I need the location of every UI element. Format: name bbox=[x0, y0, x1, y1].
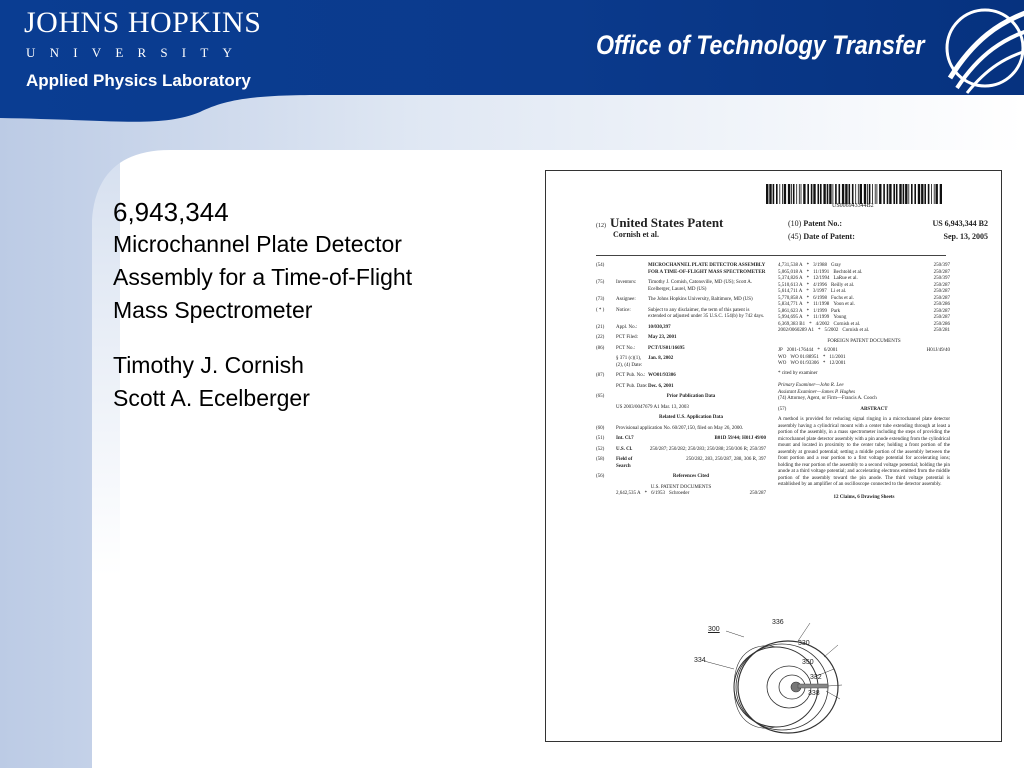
cite-name: Schroeder bbox=[668, 491, 690, 496]
intcl-label: Int. Cl.7 bbox=[616, 436, 634, 441]
drawing-label: 332 bbox=[810, 674, 822, 681]
field-code-spacer bbox=[596, 415, 616, 422]
related-heading-row bbox=[596, 415, 766, 422]
field-code: (22) bbox=[596, 335, 605, 340]
barcode-bar bbox=[788, 184, 790, 204]
inventor-name: Scott A. Ecelberger bbox=[113, 385, 310, 411]
prior-pub-row bbox=[596, 405, 766, 412]
patent-field-row bbox=[596, 297, 766, 304]
university-letter: Y bbox=[222, 45, 232, 60]
field-value: MICROCHANNEL PLATE DETECTOR ASSEMBLY FOR A TIME-OF-FLIGHT MASS SPECTROMETER bbox=[648, 263, 766, 275]
prior-pub-heading-row bbox=[596, 394, 766, 401]
patent-no-code: (10) bbox=[788, 219, 802, 228]
barcode-bar bbox=[855, 184, 856, 204]
barcode-bar bbox=[877, 184, 878, 204]
primary-examiner: Primary Examiner—John R. Lee bbox=[778, 383, 844, 388]
barcode-bar bbox=[791, 184, 792, 204]
cite-star: * bbox=[817, 348, 820, 353]
inventors-list bbox=[113, 349, 513, 415]
cite-star: * bbox=[806, 269, 810, 275]
cite-star: * bbox=[806, 263, 810, 268]
cite-date: 6/1998 bbox=[813, 295, 827, 301]
barcode-bar bbox=[875, 184, 876, 204]
barcode-bar bbox=[896, 184, 898, 204]
cite-class: 250/287 bbox=[933, 289, 950, 294]
intcl-value: B01D 59/44; H01J 49/00 bbox=[714, 436, 766, 441]
cite-date: 6/2001 bbox=[823, 348, 838, 353]
barcode-bar bbox=[852, 184, 854, 204]
cite-number: WO 01/88951 bbox=[790, 354, 819, 360]
field-code: (56) bbox=[596, 474, 605, 479]
cite-class: 250/287 bbox=[933, 295, 950, 301]
patent-document-image bbox=[545, 170, 1002, 742]
barcode-bar bbox=[842, 184, 844, 204]
barcode-bar bbox=[858, 184, 859, 204]
us-docs-heading: U.S. PATENT DOCUMENTS bbox=[650, 484, 712, 490]
drawing-label: 330 bbox=[798, 640, 810, 647]
cite-date: 12/2001 bbox=[829, 361, 846, 366]
refs-row bbox=[596, 474, 766, 481]
patent-field-row bbox=[596, 373, 766, 380]
cite-number: 2001-176444 bbox=[786, 348, 814, 353]
barcode-bar bbox=[773, 184, 775, 204]
patent-left-column bbox=[596, 263, 766, 498]
search-value: 250/282, 283, 250/287, 288, 306 R, 397 bbox=[686, 457, 766, 462]
patent-field-row bbox=[596, 356, 766, 369]
barcode-bar bbox=[818, 184, 820, 204]
cite-number: 5,994,695 A bbox=[778, 315, 803, 320]
field-code: (86) bbox=[596, 345, 605, 351]
cite-class: 250/287 bbox=[933, 308, 950, 314]
cite-number: 2,642,535 A bbox=[616, 491, 641, 496]
cite-name: LaRue et al. bbox=[833, 276, 858, 281]
uscl-row bbox=[596, 447, 766, 454]
patent-title-line: Microchannel Plate Detector bbox=[113, 231, 402, 257]
barcode-bar bbox=[867, 184, 868, 204]
cite-number: 5,834,771 A bbox=[778, 302, 803, 307]
barcode-bar bbox=[887, 184, 889, 204]
field-label: PCT Pub. No.: bbox=[616, 373, 646, 378]
field-label: Appl. No.: bbox=[616, 324, 638, 330]
country-title: United States Patent bbox=[610, 215, 724, 230]
field-code: (87) bbox=[596, 373, 605, 378]
cite-star: * bbox=[817, 328, 821, 333]
cite-date: 11/1991 bbox=[813, 269, 830, 275]
patent-no-value: US 6,943,344 B2 bbox=[932, 219, 988, 228]
cite-class: 250/287 bbox=[933, 315, 950, 320]
barcode-bar bbox=[908, 184, 909, 204]
barcode-bar bbox=[936, 184, 938, 204]
cite-star: * bbox=[806, 282, 810, 288]
cite-date: 6/1953 bbox=[651, 491, 665, 496]
cite-number: 4,731,538 A bbox=[778, 263, 803, 268]
patent-field-row bbox=[596, 346, 766, 353]
drawing-label: 338 bbox=[808, 690, 820, 697]
barcode-bar bbox=[914, 184, 916, 204]
drawing-label: 334 bbox=[694, 657, 706, 664]
barcode-bar bbox=[799, 184, 800, 204]
field-label: Assignee: bbox=[616, 297, 636, 302]
cite-class: 250/287 bbox=[933, 282, 950, 288]
cite-star: * bbox=[806, 295, 810, 301]
barcode-bar bbox=[924, 184, 926, 204]
search-row bbox=[596, 457, 766, 470]
cite-date: 11/1999 bbox=[813, 315, 830, 320]
patent-field-row bbox=[596, 384, 766, 391]
drawing-label: 336 bbox=[772, 619, 784, 626]
barcode-bar bbox=[776, 184, 778, 204]
barcode-bar bbox=[928, 184, 930, 204]
field-value: WO01/93306 bbox=[648, 373, 676, 378]
search-label: Field of Search bbox=[616, 457, 633, 469]
country-code: (12) bbox=[596, 223, 606, 229]
field-code bbox=[596, 384, 616, 391]
field-value: Dec. 6, 2001 bbox=[648, 383, 674, 389]
uscl-value: 250/287; 250/282; 250/283; 250/288; 250/306 R; 250/397 bbox=[649, 446, 766, 452]
us-citation-row bbox=[778, 328, 950, 335]
cite-name: Park bbox=[830, 308, 841, 314]
jhu-name: JOHNS HOPKINS bbox=[24, 6, 262, 39]
cite-number: 5,770,858 A bbox=[778, 295, 803, 301]
field-code: (60) bbox=[596, 425, 605, 431]
barcode-bar bbox=[827, 184, 829, 204]
field-value: The Johns Hopkins University, Baltimore, MD (US) bbox=[648, 297, 753, 302]
patent-no-label: Patent No.: bbox=[803, 219, 842, 228]
barcode-bar bbox=[911, 184, 913, 204]
cite-star: * bbox=[822, 361, 826, 366]
barcode-bar bbox=[829, 184, 831, 204]
barcode-bar bbox=[784, 184, 786, 204]
patent-number: 6,943,344 bbox=[113, 197, 229, 227]
field-value: Timothy J. Cornish, Catonsville, MD (US); Scott A. Ecelberger, Laurel, MD (US) bbox=[648, 280, 753, 292]
barcode-bar bbox=[899, 184, 901, 204]
cite-date: 11/1998 bbox=[813, 302, 830, 307]
barcode-bar bbox=[835, 184, 837, 204]
barcode bbox=[766, 184, 942, 204]
barcode-bar bbox=[839, 184, 841, 204]
patent-field-row bbox=[596, 280, 766, 293]
patent-title-line: Mass Spectrometer bbox=[113, 297, 313, 323]
cite-number: 5,861,623 A bbox=[778, 308, 803, 314]
cite-star: * bbox=[806, 302, 810, 307]
main-text-block bbox=[113, 196, 513, 415]
barcode-number: US006943344B2 bbox=[832, 203, 874, 209]
field-code: (51) bbox=[596, 436, 605, 441]
drawing-label: 300 bbox=[708, 626, 720, 633]
cite-number: 5,065,018 A bbox=[778, 269, 803, 275]
apl-name: Applied Physics Laboratory bbox=[26, 71, 251, 90]
cite-class: 250/397 bbox=[933, 263, 950, 268]
cite-date: 5/2002 bbox=[824, 328, 839, 333]
cite-name: Reilly et al. bbox=[830, 282, 855, 288]
cite-class: 250/287 bbox=[933, 269, 950, 275]
patent-authors: Cornish et al. bbox=[613, 230, 659, 239]
cite-date: 11/2001 bbox=[829, 354, 846, 360]
patent-number-block bbox=[788, 217, 988, 243]
barcode-bar bbox=[893, 184, 895, 204]
cite-number: WO 01/93306 bbox=[790, 361, 819, 366]
cite-name: Li et al. bbox=[830, 289, 847, 294]
patent-field-row bbox=[596, 325, 766, 332]
cite-name: Cornish et al. bbox=[833, 321, 861, 327]
cite-star: * bbox=[644, 491, 648, 496]
barcode-bar bbox=[779, 184, 780, 204]
date-code: (45) bbox=[788, 232, 802, 241]
cite-date: 3/1997 bbox=[812, 289, 827, 294]
barcode-bar bbox=[918, 184, 920, 204]
cite-number: 5,510,613 A bbox=[778, 282, 803, 288]
field-code: (75) bbox=[596, 280, 605, 285]
drawing-label: 350 bbox=[802, 659, 814, 666]
university-letter: V bbox=[91, 45, 102, 60]
university-letter: I bbox=[73, 45, 78, 60]
foreign-heading: FOREIGN PATENT DOCUMENTS bbox=[827, 338, 901, 344]
cite-class: 250/397 bbox=[933, 276, 950, 281]
related-heading: Related U.S. Application Data bbox=[658, 415, 724, 420]
field-code: (57) bbox=[778, 406, 787, 412]
field-label: Inventors: bbox=[616, 280, 637, 285]
field-value: Subject to any disclaimer, the term of this patent is extended or adjusted under 35 U.S.C. 154(b) by 742 days. bbox=[648, 307, 765, 319]
university-letter: I bbox=[181, 45, 187, 60]
cite-country: WO bbox=[778, 354, 787, 360]
intcl-row bbox=[596, 436, 766, 443]
field-code bbox=[596, 356, 616, 369]
date-value: Sep. 13, 2005 bbox=[943, 232, 988, 241]
barcode-bar bbox=[889, 184, 891, 204]
field-label bbox=[616, 263, 648, 276]
barcode-bar bbox=[905, 184, 907, 204]
barcode-bar bbox=[823, 184, 825, 204]
cite-country: JP bbox=[778, 348, 783, 353]
field-label: PCT Filed: bbox=[616, 335, 638, 340]
barcode-bar bbox=[782, 184, 783, 204]
barcode-bar bbox=[860, 184, 862, 204]
field-code-spacer bbox=[596, 405, 616, 412]
university-letter: T bbox=[200, 45, 209, 60]
barcode-bar bbox=[796, 184, 797, 204]
barcode-bar bbox=[864, 184, 866, 204]
field-code: (65) bbox=[596, 394, 605, 399]
abstract-text: A method is provided for reducing signal ringing in a microchannel plate detector assembly having a cylindrical mount with a center tube extending through at least a portion of the assembly, in a mass spectrometer including the steps of providing the microchannel plate detector assembly with a pin anode extending from the cylindrical mount and located in proximity to the center tube; holding a front portion of the assembly at ground potential; setting a middle portion of the assembly between the front portion and a rear portion to a first voltage potential for accelerating ions; holding the rear portion of the assembly to a second voltage potential; holding the pin anode at a third voltage potential; and accelerating electrons emitted from the middle portion of the assembly toward the pin anode. The third voltage potential is established by an amplifier of an oscilloscope connected to the detector assembly. bbox=[778, 417, 950, 487]
barcode-bar bbox=[820, 184, 822, 204]
cite-name: Bechtold et al. bbox=[833, 269, 863, 275]
field-code: ( * ) bbox=[596, 307, 605, 313]
barcode-bar bbox=[931, 184, 932, 204]
cite-name: Young bbox=[833, 315, 847, 320]
prior-pub-text: US 2003/0047679 A1 Mar. 13, 2003 bbox=[616, 404, 689, 410]
university-letter: U bbox=[26, 45, 36, 60]
abstract-heading: ABSTRACT bbox=[860, 406, 888, 412]
barcode-bar bbox=[833, 184, 834, 204]
cite-star: * bbox=[806, 308, 810, 314]
cite-star: * bbox=[806, 276, 810, 281]
barcode-bar bbox=[872, 184, 873, 204]
cite-date: 4/2002 bbox=[815, 321, 830, 327]
patent-field-row bbox=[596, 308, 766, 321]
assistant-examiner: Assistant Examiner—James P. Hughes bbox=[778, 389, 856, 395]
university-letter: S bbox=[160, 45, 168, 60]
patent-right-column bbox=[778, 263, 950, 501]
cite-class: H01J/49/40 bbox=[926, 348, 950, 353]
barcode-bar bbox=[845, 184, 847, 204]
patent-title-line: Assembly for a Time-of-Flight bbox=[113, 264, 413, 290]
cite-name: Yoon et al. bbox=[833, 302, 855, 307]
jhu-university-text bbox=[26, 45, 232, 61]
cite-date: 12/1994 bbox=[813, 276, 830, 281]
field-value: 10/030,397 bbox=[648, 324, 671, 330]
field-label: PCT Pub. Date: bbox=[616, 383, 648, 389]
patent-field-row bbox=[596, 263, 766, 276]
cite-star: * bbox=[822, 354, 826, 360]
university-letter: N bbox=[49, 45, 59, 60]
field-code: (73) bbox=[596, 297, 605, 302]
uscl-label: U.S. Cl. bbox=[616, 446, 633, 452]
cite-date: 1/1999 bbox=[813, 308, 827, 314]
field-label: PCT No.: bbox=[616, 345, 636, 351]
cite-name: Cornish et al. bbox=[842, 328, 870, 333]
university-letter: E bbox=[115, 45, 124, 60]
barcode-bar bbox=[813, 184, 815, 204]
date-label: Date of Patent: bbox=[803, 232, 855, 241]
cite-name: Gray bbox=[830, 263, 841, 268]
inventor-name: Timothy J. Cornish bbox=[113, 352, 304, 378]
field-value: PCT/US01/16695 bbox=[648, 345, 685, 351]
cite-date: 3/1988 bbox=[813, 263, 827, 268]
university-letter: R bbox=[137, 45, 147, 60]
barcode-bar bbox=[879, 184, 881, 204]
header-rule bbox=[596, 255, 946, 256]
field-value: May 23, 2001 bbox=[648, 335, 677, 340]
field-value: Jan. 8, 2002 bbox=[648, 356, 674, 361]
refs-heading: References Cited bbox=[672, 474, 710, 479]
prior-pub-heading: Prior Publication Data bbox=[666, 394, 716, 399]
barcode-bar bbox=[803, 184, 805, 204]
cite-number: 6,369,383 B1 bbox=[778, 321, 806, 327]
cite-star: * bbox=[806, 315, 810, 320]
barcode-bar bbox=[903, 184, 905, 204]
cite-class: 250/287 bbox=[749, 491, 766, 496]
cite-number: 5,614,711 A bbox=[778, 289, 803, 294]
barcode-bar bbox=[921, 184, 923, 204]
cite-star: * bbox=[806, 289, 809, 294]
barcode-bar bbox=[769, 184, 771, 204]
barcode-bar bbox=[807, 184, 809, 204]
related-text: Provisional application No. 60/207,150, filed on May 26, 2000. bbox=[616, 425, 744, 431]
barcode-bar bbox=[766, 184, 768, 204]
abstract-heading-row bbox=[778, 407, 950, 414]
cite-star: * bbox=[809, 321, 812, 327]
cite-class: 250/286 bbox=[933, 321, 950, 327]
attorney: (74) Attorney, Agent, or Firm—Francis A. Cooch bbox=[778, 396, 877, 401]
barcode-bar bbox=[793, 184, 795, 204]
barcode-bar bbox=[811, 184, 813, 204]
cited-note: * cited by examiner bbox=[778, 370, 818, 376]
cite-date: 4/1996 bbox=[813, 282, 827, 288]
field-label: § 371 (c)(1), (2), (4) Date: bbox=[616, 356, 643, 368]
barcode-bar bbox=[883, 184, 885, 204]
detector-drawing bbox=[686, 617, 861, 737]
barcode-bar bbox=[869, 184, 871, 204]
foreign-citation-row bbox=[778, 361, 950, 368]
us-cite-first bbox=[596, 491, 766, 498]
cite-number: 2002/0060289 A1 bbox=[778, 328, 814, 333]
cite-country: WO bbox=[778, 361, 787, 366]
cite-class: 250/281 bbox=[933, 328, 950, 333]
field-code: (58) bbox=[596, 457, 605, 462]
field-code: (21) bbox=[596, 324, 605, 330]
field-code: (54) bbox=[596, 263, 605, 268]
barcode-bar bbox=[940, 184, 942, 204]
cite-class: 250/286 bbox=[933, 302, 950, 307]
patent-field-row bbox=[596, 335, 766, 342]
ott-title: Office of Technology Transfer bbox=[596, 30, 925, 60]
barcode-bar bbox=[934, 184, 935, 204]
cite-number: 5,374,826 A bbox=[778, 276, 803, 281]
claims-line: 12 Claims, 6 Drawing Sheets bbox=[833, 494, 895, 500]
cite-name: Fuchs et al. bbox=[830, 295, 854, 301]
field-code: (52) bbox=[596, 446, 605, 452]
barcode-bar bbox=[801, 184, 802, 204]
field-label: Notice: bbox=[616, 307, 631, 313]
barcode-bar bbox=[849, 184, 851, 204]
related-row bbox=[596, 426, 766, 433]
